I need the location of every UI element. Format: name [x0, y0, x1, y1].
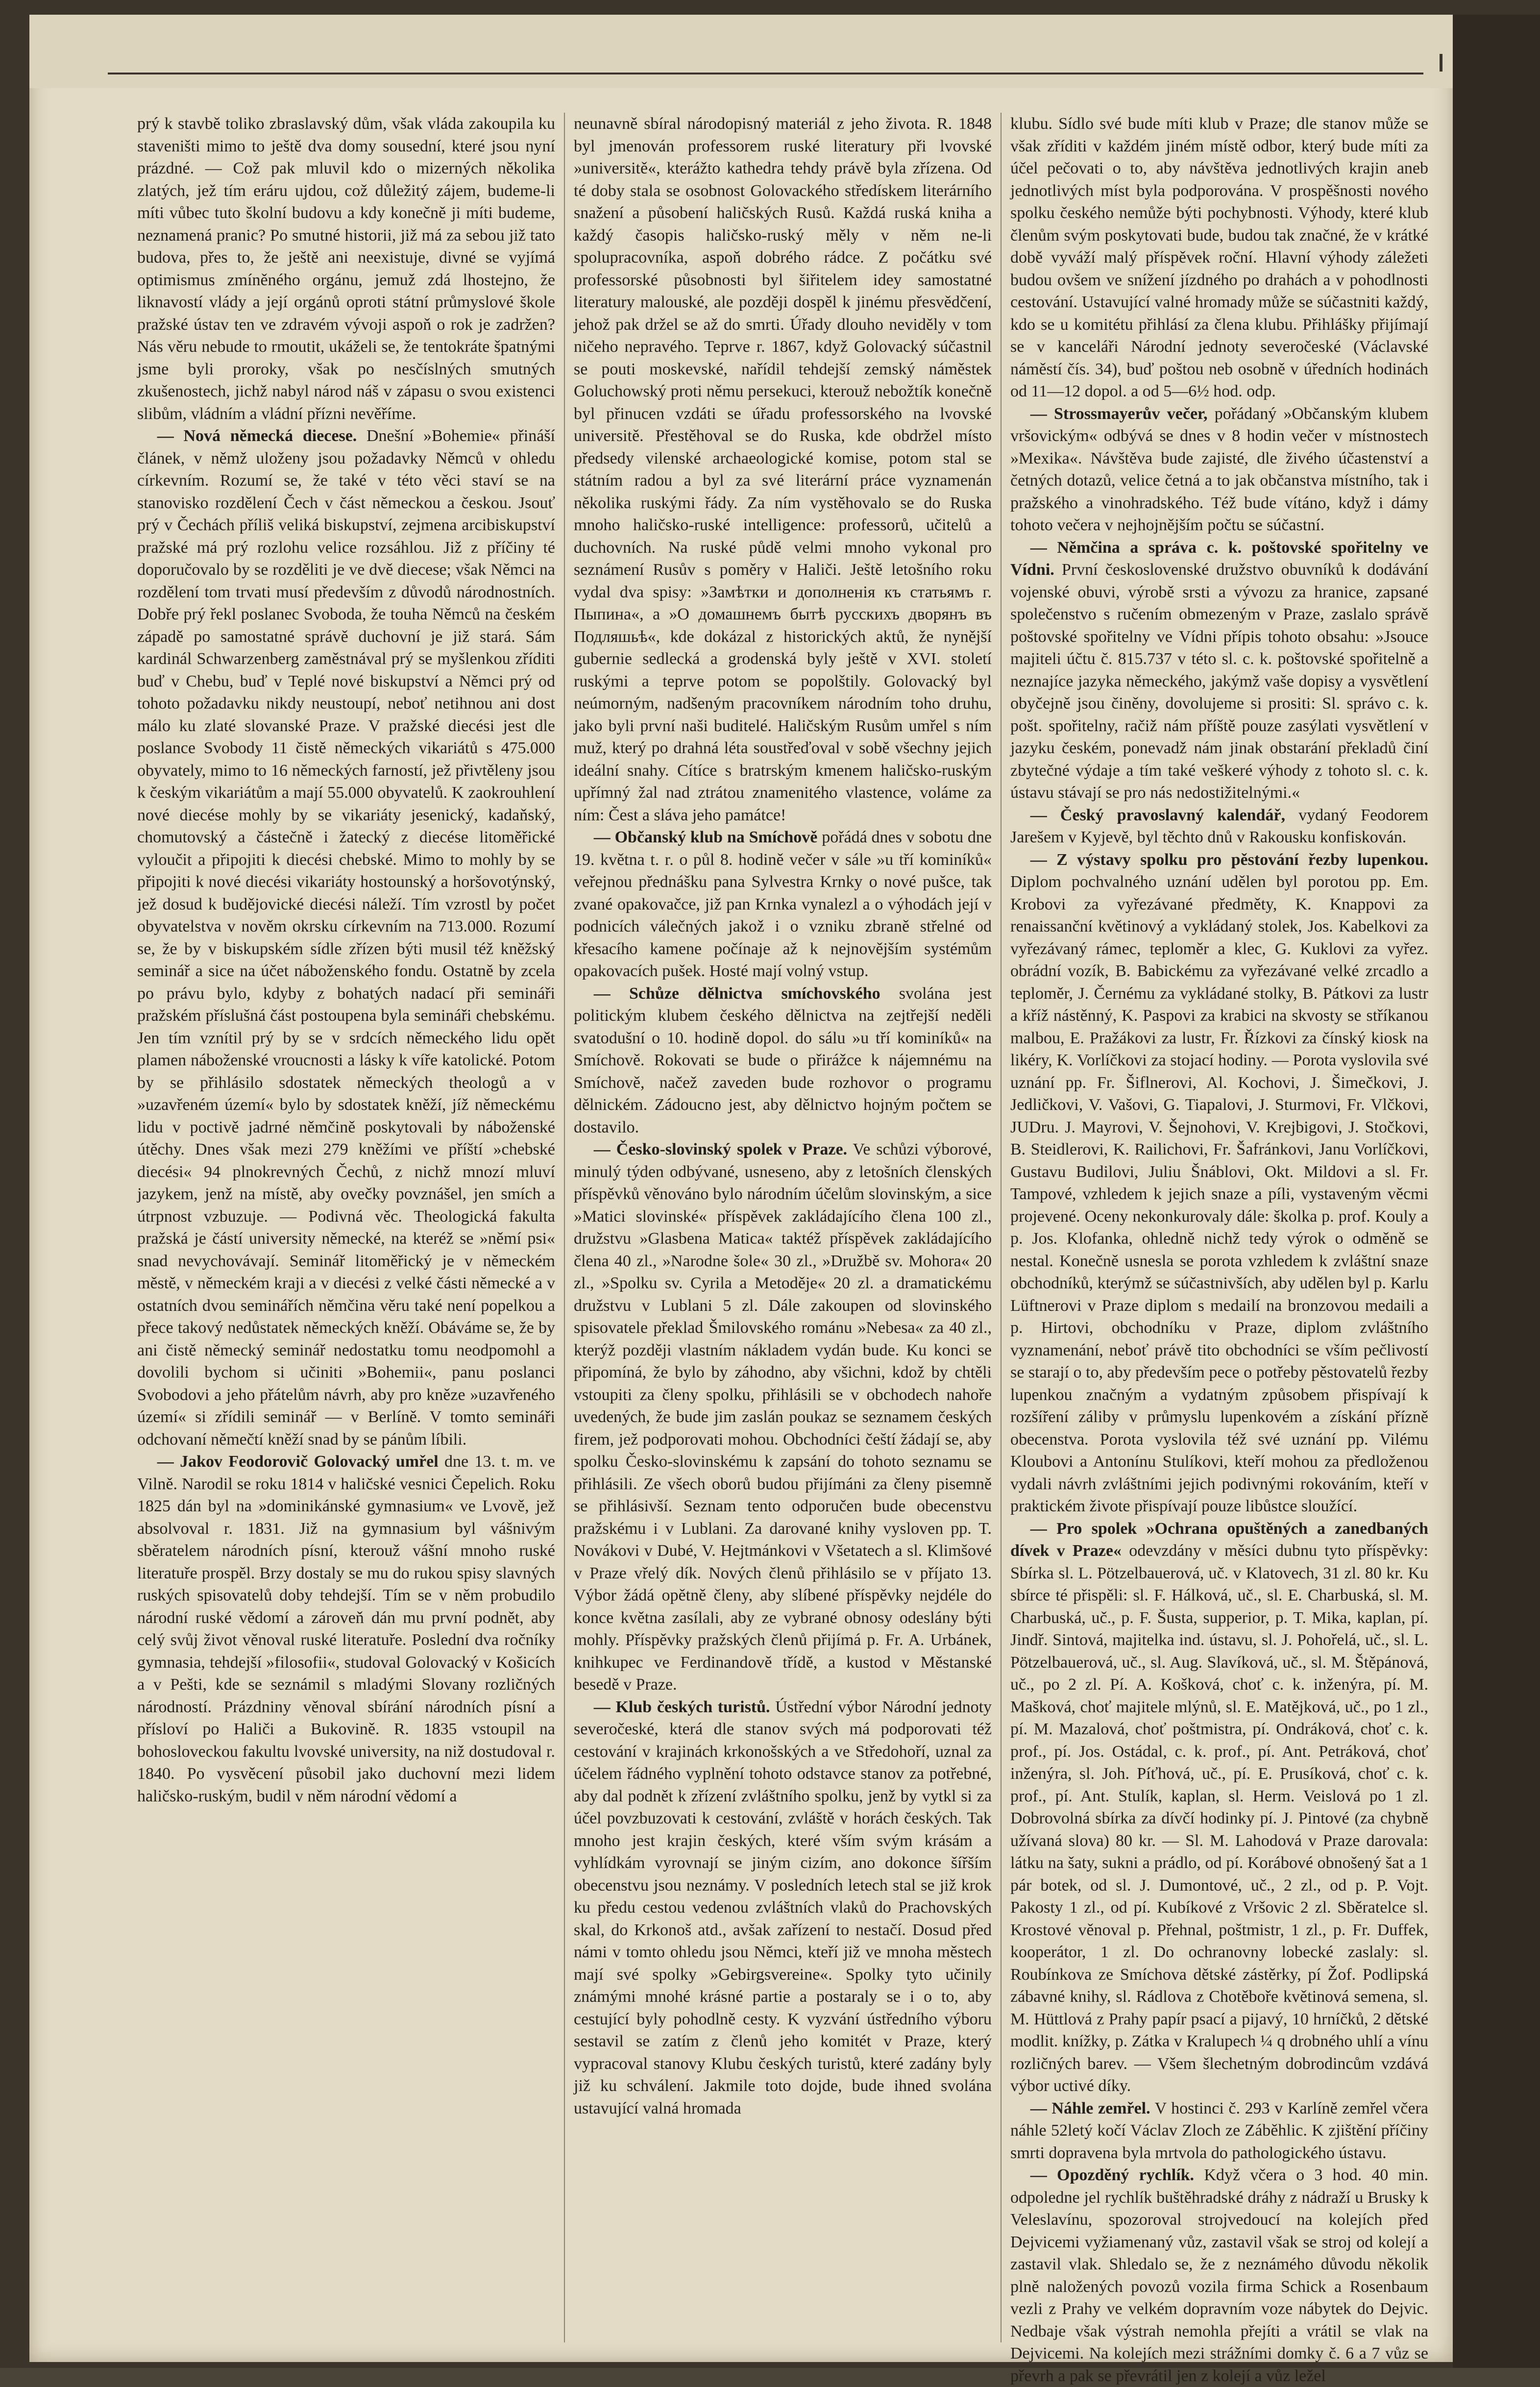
article-heading: — Nová německá diecese. — [157, 427, 357, 445]
column-2 — [574, 113, 992, 2342]
paragraph-text: vydaný Feodorem Jarešem v Kyjevě, byl těchto dnů v Rakousku konfiskován. — [1010, 806, 1429, 846]
article-heading: — Klub českých turistů. — [593, 1698, 770, 1716]
paragraph-text: Diplom pochvalného uznání udělen byl porotou pp. Em. Krobovi za vyřezávané předměty, K. Knappovi za renaissanční květinový a vykládaný stolek, Jos. Kabelkovi za vyřezávaný rámec, teploměr a klec, G. Kuklovi za vyřez. obrádní vozík, B. Babickému za vyřezávané velké zrcadlo a teploměr, J. Černému za vykládané stolky, B. Pátkovi za lustr a kříž nástěnný, K. Paspovi za krabici na skvosty se stříkanou malbou, E. Pražákovi za lustr, Fr. Řízkovi za čínský kiosk na likéry, K. Vorlíčkovi za stojací hodiny. — Porota vyslovila své uznání pp. Fr. Šiflnerovi, Al. Kochovi, J. Šimečkovi, J. Jedličkovi, V. Vašovi, G. Tiapalovi, J. Sturmovi, Fr. Vlčkovi, JUDru. J. Mayrovi, V. Šejnohovi, V. Krejbigovi, J. Stočkovi, B. Steidlerovi, K. Railichovi, Fr. Šafránkovi, Janu Vorlíčkovi, Gustavu Budilovi, Juliu Šnáblovi, Okt. Mildovi a sl. Fr. Tampové, vzhledem k jejich snaze a píli, vystaveným věcmi projevené. Oceny nekonkurovaly dále: školka p. prof. Kouly a p. Jos. Klofanka, ohledně nichž tedy výrok o odměně se nestal. Konečně usnesla se porota vzhledem k zvláštní snaze obchodníků, kterýmž se súčastnivších, aby udělen byl p. Karlu Lüftnerovi v Praze diplom s medailí na bronzovou medaili a p. Hirtovi, obchodníku v Praze, diplom zvláštního vyznamenání, neboť právě tito obchodníci se vším pečlivostí se starají o to, aby především pece o potřeby pěstovatelů řezby lupenkou značným a vydatným způsobem přispívají k rozšíření záliby v průmyslu lupenkovém a získání přízně obecenstva. Porota vyslovila též své uznání pp. Vilému Kloubovi a Antonínu Stulíkovi, kteří mohou za předloženou vydali návrh zvláštními jejich podivnými rokováním, kteří v praktickém živote přispívají pouze libůstce sloužící. — [1010, 873, 1428, 1515]
article-paragraph — [1010, 1518, 1428, 2097]
paragraph-text: neunavně sbíral národopisný materiál z jeho života. R. 1848 byl jmenován professorem ruské literatury při lvovské »universitě«, kterážto kathedra tehdy právě byla zřízena. Od té doby stala se osobnost Golovackého středískem literárního snažení a působení haličských Rusů. Každá ruská kniha a každý časopis haličsko-ruský měly v něm ne-li spolupracovníka, aspoň dobrého rádce. Z počátku své professorské působnosti byl šiřitelem idey samostatné literatury malouské, ale později dospěl k jinému přesvědčení, jehož pak držel se až do smrti. Úřady dlouho neviděly v tom ničeho nepravého. Teprve r. 1867, když Golovacký súčastnil se pouti moskevské, nařídil tehdejší zemský náměstek Goluchowský proti němu persekuci, kterouž nebožtík konečně byl přinucen vzdáti se úřadu professorského na lvovské universitě. Přestěhoval se do Ruska, kde obdržel místo předsedy vilenské archaeologické komise, potom stal se státním radou a byl za své literární práce vyznamenán několika ruskými řády. Za ním vystěhovalo se do Ruska mnoho haličsko-ruské intelligence: professorů, učitelů a duchovních. Na ruské půdě velmi mnoho vykonal pro seznámení Rusův s poměry v Haliči. Ještě letošního roku vydal dva spisy: »Замѣтки и дополненія къ статьямъ г. Пыпина«, a »О домашнемъ бытѣ русскихъ дворянъ въ Подляшьѣ«, kde dokázal z historických aktů, že nynější gubernie sedlecká a grodenská byly ještě v XVI. století ruskými a teprve potom se popolštily. Golovacký byl neúmorným, nadšeným pracovníkem národním toho druhu, jako byli první naši buditelé. Haličským Rusům umřel s ním muž, který po drahná léta soustřeďoval v sobě všechny jejich ideální snahy. Cítíce s bratrským kmenem haličsko-ruským upřímný žal nad ztrátou znamenitého vlastence, voláme za ním: Čest a sláva jeho památce! — [574, 115, 992, 824]
paragraph-text: pořádá dnes v sobotu dne 19. května t. r. o půl 8. hodině večer v sále »u tří kominíků« veřejnou přednášku pana Sylvestra Krnky o nové pušce, tak zvané opakovačce, již pan Krnka vynalezl a o výhodách její v podnicích válečných jakož i o vzniku zbraně střelné od křesacího kamene počínaje až k nejnovějším systémům opakovacích pušek. Hosté mají volný vstup. — [574, 828, 992, 980]
paragraph-text: Ve schůzi výborové, minulý týden odbývané, usneseno, aby z letošních členských příspěvků věnováno bylo národním účelům slovinským, a sice »Matici slovinské« příspěvek zakládajícího člena 100 zl., družstvu »Glasbena Matica« taktéž příspěvek zakládajícího člena 40 zl., »Narodne šole« 30 zl., »Družbě sv. Mohora« 20 zl., »Spolku sv. Cyrila a Metoděje« 20 zl. a dramatickému družstvu v Lublani 5 zl. Dále zakoupen od slovinského spisovatele překlad Šmilovského románu »Nebesa« za 40 zl., kterýž později vlastním nákladem vydán bude. Ku konci se připomíná, že bylo by záhodno, aby všichni, kdož by chtěli vstoupiti za členy spolku, přihlásili se v obchodech nahoře uvedených, že bude jim zaslán poukaz se seznamem českých firem, jež podporovati mohou. Obchodníci čeští žádají se, aby spolku Česko-slovinskému k zapsání do tohoto seznamu se přihlásili. Ze všech oborů budou přijímáni za členy pisemně se přihlásivší. Seznam tento odporučen bude obecenstvu pražskému i v Lublani. Za darované knihy vysloven pp. T. Novákovi v Dubé, V. Hejtmánkovi v Všetatech a sl. Klimšové v Praze vřelý dík. Nových členů přihlásilo se v příjato 13. Výbor žádá opětně členy, aby slíbené příspěvky nejdéle do konce května zasílali, aby ze vybrané obnosy odeslány býti mohly. Příspěvky pražských členů přijímá p. Fr. A. Urbánek, knihkupec ve Ferdinandově třídě, a kustod v Městanské besedě v Praze. — [574, 1140, 992, 1694]
article-paragraph — [137, 1451, 555, 1807]
article-paragraph — [1010, 804, 1428, 849]
article-paragraph — [574, 113, 992, 826]
article-heading: — Jakov Feodorovič Golovacký umřel — [157, 1452, 439, 1471]
article-heading: — Schůze dělnictva smíchovského — [593, 984, 880, 1003]
article-heading: — Občanský klub na Smíchově — [593, 828, 818, 846]
binding-edge — [1453, 15, 1540, 2368]
article-heading: — Česko-slovinský spolek v Praze. — [593, 1140, 848, 1158]
article-paragraph — [1010, 537, 1428, 804]
column-1 — [137, 113, 555, 2342]
article-heading: — Náhle zemřel. — [1030, 2099, 1150, 2117]
paragraph-text: dne 13. t. m. ve Vilně. Narodil se roku 1814 v haličské vesnici Čepelich. Roku 1825 dán byl na »dominikánské gymnasium« ve Lvově, jež absolvoval r. 1831. Již na gymnasium byl vášnivým sběratelem národních písní, kterouž vášní mnoho ruské literatuře prospěl. Brzy dostaly se mu do rukou spisy slavných ruských spisovatelů doby tehdejší. Tím se v něm probudilo národní ruské vědomí a zároveň dán mu první podnět, aby celý svůj život věnoval ruské literatuře. Poslední dva ročníky gymnasia, tehdejší »filosofii«, studoval Golovacký v Košicích a v Pešti, kde se seznámil s mladými Slovany rozličných národností. Prázdniny věnoval sbírání národních písní a přísloví po Haliči a Bukovině. R. 1835 vstoupil na bohosloveckou fakultu lvovské university, na niž dostudoval r. 1840. Po vysvěcení působil jako duchovní mezi lidem haličsko-ruským, budil v něm národní vědomí a — [137, 1452, 555, 1805]
article-heading: — Opozděný rychlík. — [1030, 2166, 1195, 2184]
article-paragraph — [1010, 849, 1428, 1518]
article-heading: — Český pravoslavný kalendář, — [1030, 806, 1286, 824]
paragraph-text: Ústřední výbor Národní jednoty severočeské, která dle stanov svých má podporovati též cestování v krajinách krkonošských a ve Středohoří, uznal za účelem řádného vyplnění tohoto odstavce stanov za potřebné, aby dal podnět k zřízení zvláštního spolku, jenž by vytkl si za účel povzbuzovati k cestování, zvláště v horách českých. Tak mnoho jest krajin českých, které vším svým krásám a vyhlídkám vyrovnají se jiným cizím, ano dokonce šířším obecenstvu jsou neznámy. V posledních letech stal se již krok ku předu cestou vedenou zvláštních vlaků do Prachovských skal, do Krkonoš atd., avšak zařízení to nestačí. Dosud před námi v tomto ohledu jsou Němci, kteří již ve mnoha městech mají své spolky »Gebirgsvereine«. Spolky tyto učinily známými mnohé krásné partie a postaraly se i o to, aby cestující byly pohodlně cesty. K vyzvání ústředního výboru sestavil se zatím z členů jeho komitét v Praze, který vypracoval stanovy Klubu českých turistů, které zadány byly již ku schválení. Jakmile toto dojde, bude ihned svolána ustavující valná hromada — [574, 1698, 992, 2117]
paragraph-text: pořádaný »Občanským klubem vršovickým« odbývá se dnes v 8 hodin večer v místnostech »Mexika«. Návštěva bude zajisté, dle živého účastenství a četných dotazů, velice četná a to jak občanstva místního, tak i pražského a vinohradského. Též bude vítáno, když i dámy tohoto večera v nejhojnějším počtu se súčastní. — [1010, 404, 1429, 534]
article-heading: — Pro spolek »Ochrana opuštěných a zanedbaných dívek v Praze« — [1010, 1519, 1428, 1560]
article-paragraph — [137, 425, 555, 1451]
paragraph-text: V hostinci č. 293 v Karlíně zemřel včera náhle 52letý kočí Václav Zloch ze Záběhlic. K zjištění příčiny smrti dopravena byla mrtvola do pathologického ústavu. — [1010, 2099, 1428, 2162]
paragraph-text: prý k stavbě toliko zbraslavský dům, však vláda zakoupila ku staveništi mimo to ještě dva domy sousední, které jsou nyní prázdné. — Což pak mluvil kdo o mizerných několika zlatých, jež tím eráru ujdou, což důležitý zájem, budeme-li míti vůbec tuto školní budovu a kdy konečně ji míti budeme, neznamená pranic? Po smutné historii, již má za sebou již tato budova, přes to, že ještě ani neexistuje, divné se vyjímá optimismus zmíněného orgánu, jemuž zdá lhostejno, že liknavostí vlády a její orgánů oproti státní průmyslové škole pražské ústav ten ve zdravém vývoji aspoň o rok je zadržen? Nás věru nebude to rmoutit, ukáželi se, že tentokráte špatnými jsme byli proroky, však po nesčíslných smutných zkušenostech, jichž nabyl národ náš v zápasu o svou existenci slibům, vládním a vládní přízni nevěříme. — [137, 115, 555, 423]
paragraph-text: klubu. Sídlo své bude míti klub v Praze; dle stanov může se však zříditi v každém jiném místě odbor, který bude míti za účel pečovati o to, aby návštěva jednotlivých krajin aneb jednotlivých míst byla podporována. V prospěšnosti nového spolku českého nemůže býti pochybnosti. Výhody, které klub členům svým poskytovati bude, budou tak značné, že v krátké době vyváží malý příspěvek roční. Hlavní výhody záležeti budou ovšem ve snížení jízdného po drahách a v pohodlnosti cestování. Ustavující valné hromady může se súčastniti každý, kdo se u komitétu přihlásí za člena klubu. Přihlášky přijímají se v kanceláři Národní jednoty severočeské (Václavské náměstí čís. 34), buď poštou neb osobně v úředních hodinách od 11—12 dopol. a od 5—6½ hod. odp. — [1010, 115, 1428, 400]
paragraph-text: První československé družstvo obuvníků k dodávání vojenské obuvi, výrobě srsti a vývozu za hranice, zapsané společenstvo s ručením obmezeným v Praze, zaslalo správě poštovské spořitelny ve Vídni přípis tohoto obsahu: »Jsouce majiteli účtu č. 815.737 v této sl. c. k. poštovské spořitelně a neznajíce jazyka německého, jakýmž vaše dopisy a vysvětlení obyčejně jsou činěny, dovolujeme si prositi: Sl. správo c. k. pošt. spořitelny, račiž nám příště pouze zasýlati vysvětlení v jazyku českém, ponevadž nám jinak obstarání překladů činí zbytečné výdaje a tím také veškeré výhody z tohoto sl. c. k. ústavu stávají se pro nás nedostižitelnými.« — [1010, 561, 1428, 802]
article-heading: — Z výstavy spolku pro pěstování řezby lupenkou. — [1030, 850, 1428, 869]
article-paragraph — [1010, 2164, 1428, 2387]
header-rule — [108, 73, 1423, 74]
paragraph-text: odevzdány v měsíci dubnu tyto příspěvky: Sbírka sl. L. Pötzelbauerová, uč. v Klatovech, 31 zl. 80 kr. Ku sbírce té přispěli: sl. F. Hálková, uč., sl. E. Charbuská, sl. M. Charbuská, uč., p. F. Šusta, supperior, p. T. Mika, kaplan, pí. Jindř. Sintová, majitelka ind. ústavu, sl. J. Pohořelá, uč., sl. L. Pötzelbauerová, uč., sl. Aug. Slavíková, uč., sl. M. Štěpánová, uč., po 2 zl. Pí. A. Košková, choť c. k. inženýra, pí. M. Mašková, choť majitele mlýnů, sl. E. Matějková, uč., po 1 zl., pí. M. Mazalová, choť poštmistra, pí. Ondráková, choť c. k. prof., pí. Jos. Ostádal, c. k. prof., pí. Ant. Petráková, choť inženýra, sl. Joh. Píťhová, uč., pí. E. Prusíková, choť c. k. prof., pí. Ant. Stulík, kaplan, sl. Herm. Veislová po 1 zl. Dobrovolná sbírka za dívčí hodinky pí. J. Pintové (za chybně užívaná slova) 80 kr. — Sl. M. Lahodová v Praze darovala: látku na šaty, sukni a prádlo, od pí. Korábové obnošený šat a 1 pár botek, od sl. J. Dumontové, uč., 2 zl., od p. P. Vojt. Pakosty 1 zl., od pí. Kubíkové z Vršovic 2 zl. Sběratelce sl. Krostové věnoval p. Přehnal, poštmistr, 1 zl., p. Fr. Duffek, kooperátor, 1 zl. Do ochranovny lobecké zaslaly: sl. Roubínkova ze Smíchova dětské zástěrky, pí Žof. Podlipská zábavné knihy, sl. Rádlova z Chotěboře květinová semena, sl. M. Hüttlová z Prahy papír psací a pijavý, 10 hrníčků, 2 dětské modlit. knížky, p. Zátka v Kralupech ¼ q drobného uhlí a vínu rozličných barev. — Všem šlechetným dobrodincům vzdává výbor uctivé díky. — [1010, 1542, 1428, 2095]
page-marker — [1440, 54, 1442, 72]
article-paragraph — [1010, 2097, 1428, 2165]
column-3 — [1010, 113, 1429, 2385]
article-paragraph — [137, 113, 555, 425]
paragraph-text: Dnešní »Bohemie« přináší článek, v němž uloženy jsou požadavky Němců v ohledu církevním. Rozumí se, že také v této věci staví se na stanovisko rozdělení Čech v část německou a českou. Jsouť prý v Čechách příliš veliká biskupství, zejmena arcibiskupství pražské má prý rozlohu velice rozsáhlou. Již z příčiny té doporučovalo by se rozděliti je ve dvě diecese; však Němci na rozdělení tom trvati musí především z důvodů národnostních. Dobře prý řekl poslanec Svoboda, že touha Němců na českém západě po samostatné správě duchovní je již stará. Sám kardinál Schwarzenberg zaměstnával prý se myšlenkou zříditi buď v Chebu, buď v Teplé nové biskupství a Němci prý od tohoto požadavku nikdy neustoupí, neboť netihnou ani dost málo ku zlaté slovanské Praze. V pražské diecési jest dle poslance Svobody 11 čistě německých vikariátů s 475.000 obyvately, mimo to 16 německých farností, jež přivtěleny jsou k českým vikariátům a mají 55.000 obyvatelů. K zaokrouhlení nové diecése mohly by se vikariáty jesenický, kadaňský, chomutovský a částečně i žatecký z diecése litoměřické vyloučit a připojiti k diecési chebské. Mimo to mohly by se připojiti k nové diecési vikariáty hostounský a horšovotýnský, jež dosud k budějovické diecési náleží. Tím vzrostl by počet obyvatelstva v nověm okrsku církevním na 713.000. Rozumí se, že by v biskupském sídle zřízen býti musil též kněžský seminář a sice na účet náboženského fondu. Ostatně by zcela po právu bylo, kdyby z bohatých nadací při semináři pražském příslušná část postoupena byla semináři chebskému. Jen tím vznítil prý by se v srdcích německého lidu opět plamen náboženské vroucnosti a lásky k víře katolické. Potom by se přihlásilo sdostatek německých theologů a v »uzavřeném území« bylo by sdostatek kněží, jíž německému lidu v poctivě jadrné němčině poskytovali by náboženské útěchy. Dnes však mezi 279 kněžími ve příští »chebské diecési« 94 plnokrevných Čechů, z nichž mnozí mluví jazykem, jenž na místě, aby ovečky povznášel, jen smích a útrpnost vzbuzuje. — Podivná věc. Theologická fakulta pražská je částí university německé, na kteréž se »němí psi« snad nevychovávají. Seminář litoměřický je v německém městě, v německém kraji a v diecési z velké části německé a v ostatních dvou seminářích němčina věru také není popelkou a přece takový nedůstatek německých kněží. Obáváme se, že by ani čistě německý seminář nedostatku tomu neodpomohl a dovolili bychom si učiniti »Bohemii«, panu poslanci Svobodovi a jeho přátelům návrh, aby pro kněze »uzavřeného území« si zřídili seminář — v Berlíně. V tomto semináři odchovaní němečtí kněží snad by se pánům líbili. — [137, 427, 555, 1449]
article-columns — [137, 113, 1436, 2385]
paragraph-text: Když včera o 3 hod. 40 min. odpoledne jel rychlík buštěhradské dráhy z nádraží u Brusky k Veleslavínu, spozoroval strojvedoucí na kolejích před Dejvicemi vyžiamenaný vůz, zastavil však se stroj od kolejí a zastavil vlak. Shledalo se, že z neznámého důvodu několik plně naložených povozů vozila firma Schick a Rosenbaum vezli z Prahy ve velkém dopravním voze nábytek do Dejvic. Nedbaje však výstrah nemohla přejíti a vrátil se vlak na Dejvicemi. Na kolejích mezi strážními domky č. 6 a 7 vůz se převrh a pak se převrátil jen z kolejí a vůz ležel — [1010, 2166, 1429, 2385]
article-paragraph — [1010, 403, 1428, 537]
article-paragraph — [1010, 113, 1428, 403]
paragraph-text: svolána jest politickým klubem českého dělnictva na zejtřejší neděli svatodušní o 10. hodině dopol. do sálu »u tří kominíků« na Smíchově. Rokovati se bude o přirážce k nájemnému na Smíchově, načež zaveden bude rozhovor o programu dělnickém. Zádoucno jest, aby dělnictvo hojným počtem se dostavilo. — [574, 984, 992, 1136]
article-paragraph — [574, 826, 992, 983]
article-paragraph — [574, 1138, 992, 1696]
article-paragraph — [574, 1696, 992, 2120]
page-header-area — [29, 15, 1453, 88]
article-paragraph — [574, 983, 992, 1139]
article-heading: — Němčina a správa c. k. poštovské spořitelny ve Vídni. — [1010, 538, 1428, 579]
article-heading: — Strossmayerův večer, — [1030, 404, 1208, 423]
